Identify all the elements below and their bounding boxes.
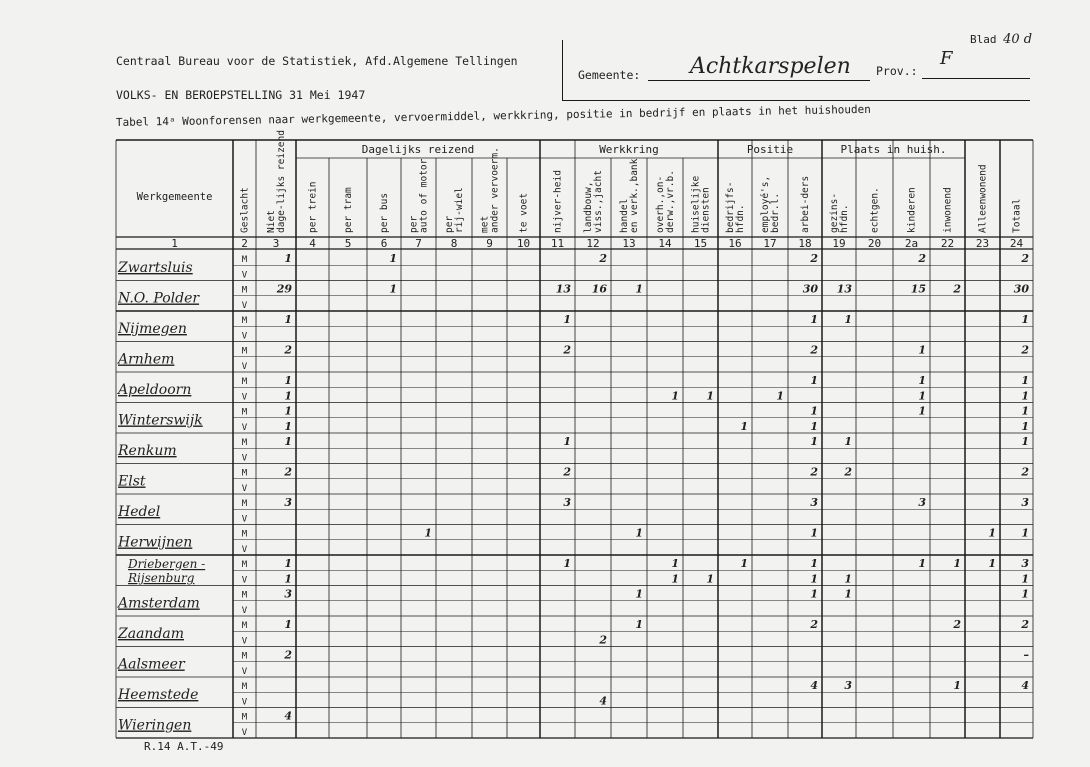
cell-value: 1 [844, 572, 852, 586]
werkgemeente-name: Renkum [118, 443, 177, 459]
prov-value: F [940, 48, 953, 69]
column-number: 3 [272, 237, 280, 250]
cell-value: 15 [910, 282, 926, 296]
sex-label-v: V [241, 605, 248, 616]
sex-label-m: M [241, 529, 248, 540]
column-header-label: viss.,jacht [593, 170, 604, 233]
cell-value: 1 [635, 282, 643, 296]
gemeente-label: Gemeente: [578, 68, 641, 82]
column-number: 2 [241, 237, 248, 250]
blad-label: Blad 40 d [970, 32, 1033, 47]
column-number: 1 [171, 237, 178, 250]
cell-value: 1 [1021, 313, 1029, 326]
sex-label-m: M [241, 377, 248, 387]
cell-value: 4 [810, 679, 818, 692]
column-header-label: landbouw, [583, 181, 594, 233]
cell-value: 1 [671, 572, 679, 586]
sex-label-v: V [241, 544, 248, 555]
column-number: 24 [1009, 237, 1024, 250]
cell-value: 2 [810, 618, 818, 631]
column-header-label: te voet [518, 192, 530, 233]
cell-value: 3 [563, 496, 571, 509]
cell-value: 1 [635, 526, 643, 540]
cell-value: 1 [284, 572, 292, 586]
sex-label-v: V [241, 331, 248, 342]
cell-value: 2 [1021, 618, 1029, 631]
sex-label-m: M [241, 499, 248, 509]
cell-value: 1 [284, 374, 292, 387]
cell-value: 1 [918, 374, 926, 387]
cell-value: 4 [284, 709, 292, 723]
cell-value: 1 [844, 435, 852, 448]
column-number: 10 [516, 237, 531, 250]
werkgemeente-name: Zaandam [118, 626, 185, 642]
column-number: 23 [975, 237, 990, 250]
werkgemeente-name: Hedel [118, 504, 161, 520]
column-header-label: Totaal [1011, 198, 1023, 233]
cell-value: 2 [1021, 465, 1029, 479]
werkgemeente-name: N.O. Polder [118, 290, 200, 307]
cell-value: 2 [810, 252, 818, 265]
column-header-label: rij-wiel [454, 187, 465, 233]
column-header-label: overh.,on- [655, 175, 666, 233]
werkgemeente-name: Wieringen [118, 717, 192, 734]
cell-value: 1 [284, 618, 292, 631]
cell-value: 2 [599, 633, 607, 647]
sex-label-v: V [241, 727, 248, 738]
column-header-label: bedr.l. [770, 192, 781, 233]
sex-label-m: M [241, 407, 248, 418]
column-number: 7 [415, 237, 422, 250]
column-number: 11 [550, 237, 565, 250]
column-header-label: auto of motor [418, 158, 430, 233]
cell-value: 3 [284, 587, 292, 601]
cell-value: 1 [810, 557, 818, 570]
cell-value: 1 [284, 252, 292, 265]
column-header-label: met [479, 215, 491, 233]
cell-value: 1 [918, 557, 926, 570]
column-header-label: bedrijfs- [725, 181, 736, 233]
column-number: 13 [622, 237, 636, 250]
cell-value: 1 [740, 419, 748, 433]
cell-value: 2 [1021, 252, 1029, 265]
column-header-label: per [408, 215, 420, 233]
cell-value: 2 [844, 465, 852, 479]
cell-value: 4 [1021, 679, 1029, 692]
cell-value: 2 [284, 648, 292, 662]
column-number: 22 [940, 237, 955, 250]
sex-label-v: V [241, 453, 248, 464]
cell-value: 3 [844, 679, 852, 692]
sex-label-v: V [241, 392, 248, 403]
column-number: 15 [693, 237, 708, 250]
prov-label: Prov.: [876, 64, 918, 78]
cell-value: 1 [1021, 572, 1029, 586]
cell-value: 1 [740, 557, 748, 570]
cell-value: 1 [284, 557, 292, 570]
cell-value: 1 [635, 587, 643, 601]
census-title: VOLKS- EN BEROEPSTELLING 31 Mei 1947 [116, 88, 366, 102]
cell-value: 16 [591, 282, 607, 296]
column-header-label: Niet [266, 210, 277, 233]
cell-value: 1 [284, 404, 292, 418]
column-header-label: per bus [379, 192, 390, 233]
group-plaats-label: Plaats in huish. [840, 143, 947, 156]
cell-value: 2 [284, 465, 292, 479]
org-title: Centraal Bureau voor de Statistiek, Afd.Algemene Tellingen [116, 54, 518, 68]
cell-value: 2 [953, 282, 961, 296]
column-number: 4 [309, 237, 316, 250]
column-number: 2a [904, 237, 919, 250]
werkgemeente-name: Rijsenburg [128, 571, 195, 585]
column-number: 19 [832, 237, 846, 250]
cell-value: 1 [844, 587, 852, 601]
cell-value: 1 [389, 282, 397, 296]
sex-label-v: V [241, 300, 248, 311]
cell-value: 3 [1021, 496, 1029, 509]
sex-label-m: M [241, 285, 248, 296]
column-number: 5 [344, 237, 352, 250]
column-header-label: nijver-heid [552, 170, 564, 233]
column-header-werkgemeente: Werkgemeente [136, 191, 213, 203]
werkgemeente-name: Driebergen - [128, 557, 206, 571]
sex-label-m: M [241, 621, 248, 631]
sex-label-v: V [241, 636, 248, 647]
cell-value: 1 [810, 419, 818, 433]
cell-value: 1 [810, 404, 818, 418]
cell-value: 1 [563, 313, 571, 326]
column-header-label: derw.,vr.b. [665, 170, 676, 233]
cell-value: 1 [810, 587, 818, 601]
cell-value: 1 [1021, 587, 1029, 601]
cell-value: 1 [706, 572, 714, 586]
cell-value: 1 [810, 526, 818, 540]
cell-value: 2 [810, 465, 818, 479]
column-header-label: Alleenwonend [977, 164, 989, 233]
column-header-label: per trein [307, 181, 319, 233]
sex-label-m: M [241, 560, 248, 570]
cell-value: 3 [1021, 557, 1029, 570]
cell-value: 2 [953, 618, 961, 631]
cell-value: 1 [988, 526, 996, 540]
sex-label-m: M [241, 590, 248, 601]
cell-value: 2 [918, 252, 926, 265]
cell-value: 1 [706, 389, 714, 403]
cell-value: 1 [810, 572, 818, 586]
column-header-label: Geslacht [239, 187, 251, 233]
cell-value: 1 [635, 618, 643, 631]
werkgemeente-name: Arnhem [118, 351, 175, 368]
cell-value: 3 [810, 496, 818, 509]
cell-value: 1 [988, 557, 996, 570]
cell-value: 1 [389, 252, 397, 265]
column-header-label: en verk.,bank [629, 158, 640, 233]
cell-value: 13 [836, 282, 852, 296]
cell-value: 2 [284, 343, 292, 357]
cell-value: 2 [1021, 343, 1029, 357]
cell-value: 1 [918, 343, 926, 357]
column-header-label: ander vervoerm. [489, 147, 501, 233]
sex-label-m: M [241, 316, 248, 326]
column-header-label: per [444, 215, 455, 233]
cell-value: 1 [563, 557, 571, 570]
sex-label-m: M [241, 682, 248, 692]
werkgemeente-name: Aalsmeer [118, 656, 185, 673]
column-header-label: employé's, [760, 175, 771, 233]
sex-label-m: M [241, 651, 248, 662]
sex-label-v: V [241, 666, 248, 677]
group-positie-label: Positie [746, 143, 794, 156]
column-number: 16 [728, 237, 742, 250]
cell-value: 3 [918, 496, 926, 509]
column-number: 12 [586, 237, 600, 250]
column-header-label: hfdn. [839, 204, 850, 233]
column-number: 18 [798, 237, 812, 250]
cell-value: 4 [599, 694, 607, 708]
sex-label-m: M [241, 468, 248, 479]
column-number: 20 [867, 237, 882, 250]
cell-value: 1 [1021, 374, 1029, 387]
cell-value: 1 [284, 435, 292, 448]
column-header-label: hfdn. [735, 204, 746, 233]
column-number: 17 [763, 237, 777, 250]
werkgemeente-name: Nijmegen [118, 321, 187, 337]
gemeente-value: Achtkarspelen [690, 54, 851, 79]
column-number: 14 [658, 237, 672, 250]
cell-value: 1 [671, 389, 679, 403]
cell-value: 1 [284, 419, 292, 433]
cell-value: 1 [671, 557, 679, 570]
column-number: 8 [450, 237, 458, 250]
werkgemeente-name: Heemstede [118, 687, 199, 703]
cell-value: 1 [1021, 389, 1029, 403]
column-header-label: gezins- [829, 192, 840, 233]
cell-value: 1 [1021, 526, 1029, 540]
cell-value: 1 [810, 313, 818, 326]
cell-value: 13 [555, 282, 571, 296]
cell-value: 1 [810, 435, 818, 448]
sex-label-v: V [241, 697, 248, 708]
cell-value: 30 [1013, 282, 1029, 296]
form-code: R.14 A.T.-49 [144, 740, 224, 753]
column-number: 6 [380, 237, 388, 250]
cell-value: 2 [810, 343, 818, 357]
column-number: 9 [486, 237, 493, 250]
sex-label-m: M [241, 255, 248, 265]
cell-value: 1 [284, 313, 292, 326]
group-dagelijks-label: Dagelijks reizend [361, 143, 475, 156]
sex-label-v: V [241, 483, 248, 494]
cell-value: 1 [776, 389, 784, 403]
cell-value: 2 [599, 252, 607, 265]
cell-value: 1 [844, 313, 852, 326]
sex-label-v: V [241, 514, 248, 525]
column-header-label: inwonend [942, 187, 954, 233]
column-header-label: arbei-ders [800, 175, 811, 233]
cell-value: 1 [424, 526, 432, 540]
column-header-label: diensten [700, 187, 712, 233]
sex-label-v: V [241, 361, 248, 372]
column-header-label: kinderen [906, 187, 918, 233]
cell-value: 1 [953, 679, 961, 692]
cell-value: 1 [284, 389, 292, 403]
sex-label-m: M [241, 438, 248, 448]
sex-label-m: M [241, 712, 248, 723]
group-werkkring-label: Werkkring [599, 143, 659, 156]
column-header-label: dage-lijks reizend [276, 130, 287, 233]
table-title: Tabel 14ᵃ Woonforensen naar werkgemeente, vervoermiddel, werkkring, positie in bedrijf en plaats in het huishouden [115, 102, 871, 129]
cell-value: 1 [918, 389, 926, 403]
cell-value: 3 [284, 496, 292, 509]
sex-label-v: V [241, 422, 248, 433]
werkgemeente-name: Amsterdam [118, 595, 200, 612]
cell-value: – [1023, 648, 1029, 662]
column-header-label: huiselijke [690, 175, 702, 233]
cell-value: 2 [563, 343, 571, 357]
cell-value: 1 [1021, 435, 1029, 448]
werkgemeente-name: Zwartsluis [118, 260, 193, 276]
cell-value: 1 [563, 435, 571, 448]
column-header-label: echtgen. [869, 187, 881, 233]
cell-value: 30 [802, 282, 818, 296]
werkgemeente-name: Elst [118, 473, 146, 490]
cell-value: 1 [810, 374, 818, 387]
sex-label-v: V [241, 270, 248, 281]
cell-value: 1 [1021, 419, 1029, 433]
cell-value: 29 [276, 282, 292, 296]
cell-value: 1 [1021, 404, 1029, 418]
column-header-label: handel [619, 198, 630, 233]
sex-label-v: V [241, 575, 248, 586]
werkgemeente-name: Winterswijk [118, 412, 203, 429]
sex-label-m: M [241, 346, 248, 357]
column-header-label: per tram [343, 187, 354, 233]
cell-value: 1 [918, 404, 926, 418]
cell-value: 2 [563, 465, 571, 479]
cell-value: 1 [953, 557, 961, 570]
werkgemeente-name: Apeldoorn [118, 382, 192, 398]
werkgemeente-name: Herwijnen [118, 534, 193, 551]
